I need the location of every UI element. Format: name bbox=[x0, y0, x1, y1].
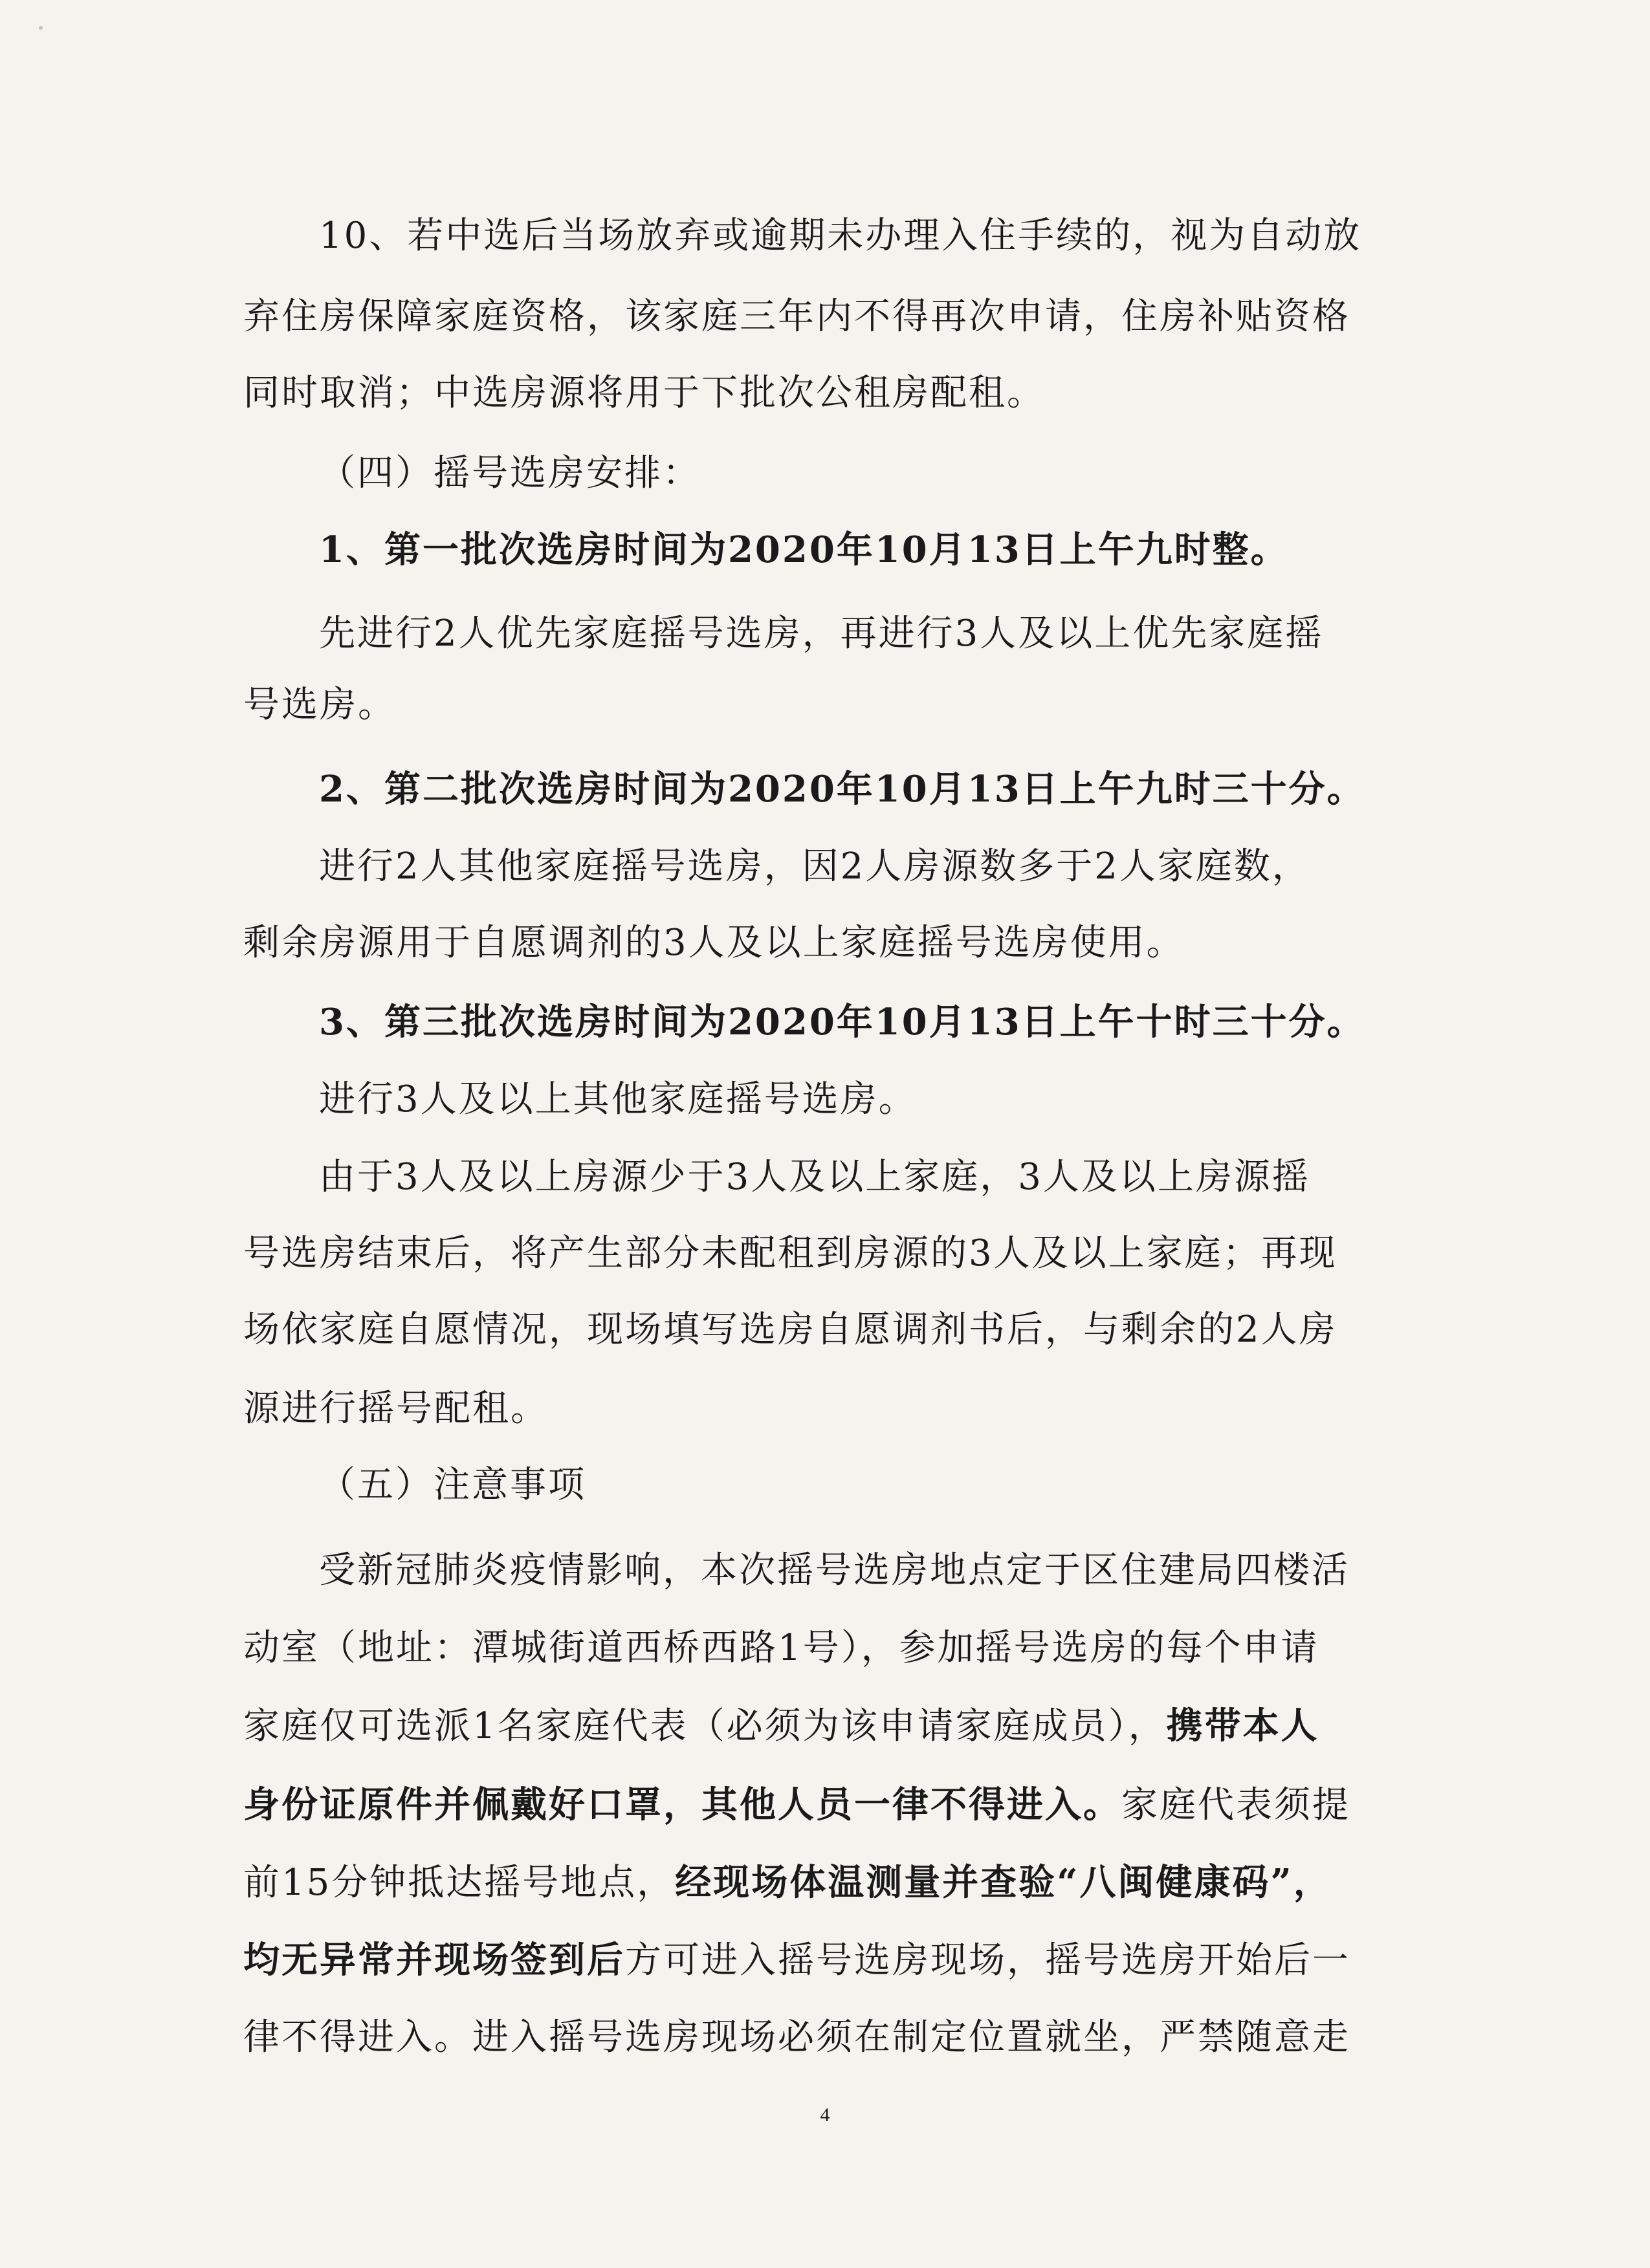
paragraph-line bbox=[243, 1857, 1408, 1908]
paragraph-line bbox=[243, 679, 1408, 731]
paragraph-line bbox=[243, 1622, 1408, 1674]
paragraph-line bbox=[243, 1545, 1484, 1597]
line-text: 剩余房源用于自愿调剂的3人及以上家庭摇号选房使用。 bbox=[243, 922, 1185, 964]
paragraph-line bbox=[243, 1074, 1484, 1126]
line-text: 1、第一批次选房时间为2020年10月13日上午九时整。 bbox=[319, 529, 1289, 571]
paragraph-line bbox=[243, 1151, 1484, 1203]
line-text: 2、第二批次选房时间为2020年10月13日上午九时三十分。 bbox=[319, 768, 1365, 811]
paragraph-line bbox=[243, 1700, 1408, 1752]
line-text: 律不得进入。进入摇号选房现场必须在制定位置就坐，严禁随意走 bbox=[243, 2016, 1350, 2058]
paragraph-line bbox=[243, 1779, 1408, 1831]
paragraph-line bbox=[243, 524, 1484, 576]
paragraph-line bbox=[243, 763, 1484, 815]
paragraph-line bbox=[243, 841, 1484, 893]
paragraph-line bbox=[243, 367, 1408, 419]
line-text: 由于3人及以上房源少于3人及以上家庭，3人及以上房源摇 bbox=[319, 1156, 1310, 1198]
line-text: 方可进入摇号选房现场，摇号选房开始后一 bbox=[625, 1939, 1350, 1981]
line-text-bold: 经现场体温测量并查验“八闽健康码”， bbox=[675, 1861, 1332, 1904]
paragraph-line bbox=[243, 2012, 1408, 2064]
line-text: （五）注意事项 bbox=[319, 1464, 586, 1506]
page-number: 4 bbox=[820, 2104, 830, 2126]
line-text-bold: 均无异常并现场签到后 bbox=[243, 1939, 625, 1981]
line-text: 3、第三批次选房时间为2020年10月13日上午十时三十分。 bbox=[319, 1001, 1365, 1043]
line-text: （四）摇号选房安排： bbox=[319, 452, 701, 494]
line-text: 前15分钟抵达摇号地点， bbox=[243, 1862, 676, 1904]
line-text: 家庭代表须提 bbox=[1121, 1784, 1350, 1826]
paragraph-line bbox=[243, 1228, 1408, 1280]
line-text: 号选房。 bbox=[243, 684, 396, 726]
paragraph-line bbox=[243, 917, 1408, 969]
paragraph-line bbox=[243, 1383, 1408, 1435]
line-text: 进行2人其他家庭摇号选房，因2人房源数多于2人家庭数， bbox=[319, 845, 1310, 888]
paragraph-line bbox=[243, 1934, 1408, 1986]
paragraph-line bbox=[243, 996, 1484, 1048]
line-text: 动室（地址：潭城街道西桥西路1号），参加摇号选房的每个申请 bbox=[243, 1627, 1319, 1669]
line-text: 家庭仅可选派1名家庭代表（必须为该申请家庭成员）， bbox=[243, 1705, 1167, 1747]
line-text-bold: 身份证原件并佩戴好口罩，其他人员一律不得进入。 bbox=[243, 1783, 1121, 1826]
line-text: 10、若中选后当场放弃或逾期未办理入住手续的，视为自动放 bbox=[319, 215, 1362, 257]
line-text: 号选房结束后，将产生部分未配租到房源的3人及以上家庭；再现 bbox=[243, 1232, 1337, 1274]
paragraph-line bbox=[243, 1304, 1408, 1356]
scan-speck bbox=[39, 26, 43, 30]
line-text: 先进行2人优先家庭摇号选房，再进行3人及以上优先家庭摇 bbox=[319, 613, 1324, 655]
line-text: 进行3人及以上其他家庭摇号选房。 bbox=[319, 1078, 917, 1120]
line-text-bold: 携带本人 bbox=[1166, 1705, 1319, 1747]
paragraph-line bbox=[243, 608, 1484, 660]
line-text: 源进行摇号配租。 bbox=[243, 1388, 549, 1430]
line-text: 场依家庭自愿情况，现场填写选房自愿调剂书后，与剩余的2人房 bbox=[243, 1309, 1337, 1351]
paragraph-line bbox=[243, 210, 1484, 262]
line-text: 受新冠肺炎疫情影响，本次摇号选房地点定于区住建局四楼活 bbox=[319, 1549, 1350, 1591]
line-text: 弃住房保障家庭资格，该家庭三年内不得再次申请，住房补贴资格 bbox=[243, 296, 1350, 338]
line-text: 同时取消；中选房源将用于下批次公租房配租。 bbox=[243, 372, 1045, 414]
section-heading bbox=[243, 448, 1484, 499]
paragraph-line bbox=[243, 291, 1408, 343]
section-heading bbox=[243, 1459, 1484, 1511]
